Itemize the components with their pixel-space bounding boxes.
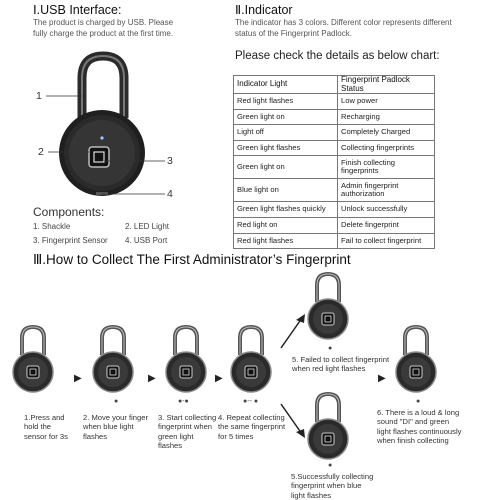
collect-section-title: Ⅲ.How to Collect The First Administrator’s Fingerprint — [33, 252, 351, 267]
component-item: 2. LED Light — [125, 222, 170, 231]
step-3-text: 3. Start collecting fingerprint when green light flashes — [158, 413, 217, 450]
padlock-step6-icon — [393, 325, 443, 397]
arrow-icon: ▶ — [378, 373, 386, 384]
components-title: Components: — [33, 205, 105, 219]
table-header-cell: Fingerprint Padlock Status — [338, 76, 435, 94]
usb-desc-line1: The product is charged by USB. Please — [33, 18, 174, 27]
usb-section-title: Ⅰ.USB Interface: — [33, 3, 122, 17]
padlock-step1-icon — [10, 325, 60, 397]
light-indicator-icon: ●-- ● — [243, 398, 259, 405]
up-arrow-icon — [278, 312, 308, 352]
light-indicator-icon: ● — [328, 345, 333, 352]
table-cell: Light off — [234, 125, 338, 141]
step-1-text: 1.Press and hold the sensor for 3s — [24, 413, 68, 441]
table-row — [234, 202, 435, 218]
padlock-illustration — [30, 48, 180, 208]
table-cell: Red light flashes — [234, 233, 338, 249]
table-cell: Green light on — [234, 156, 338, 179]
table-cell: Red light flashes — [234, 94, 338, 110]
table-row — [234, 125, 435, 141]
indicator-desc-line1: The indicator has 3 colors. Different color represents different — [235, 18, 452, 27]
light-indicator-icon: ● — [114, 398, 119, 405]
step-6-text: 6. There is a loud & long sound "DI" and green light flashes continuously when finish collecting — [377, 408, 462, 445]
indicator-section-title: Ⅱ.Indicator — [235, 3, 293, 17]
table-cell: Collecting fingerprints — [338, 140, 435, 156]
component-item: 1. Shackle — [33, 222, 71, 231]
table-row — [234, 140, 435, 156]
padlock-step3-icon — [163, 325, 213, 397]
step-5-fail-text: 5. Failed to collect fingerprint when red light flashes — [292, 355, 390, 374]
table-row — [234, 233, 435, 249]
table-cell: Green light flashes — [234, 140, 338, 156]
callout-1: 1 — [36, 90, 42, 102]
step-2-text: 2. Move your finger when blue light flashes — [83, 413, 148, 441]
table-cell: Low power — [338, 94, 435, 110]
arrow-icon: ▶ — [215, 373, 223, 384]
component-item: 3. Fingerprint Sensor — [33, 236, 108, 245]
fingerprint-sensor-icon — [89, 147, 109, 167]
arrow-icon: ▶ — [148, 373, 156, 384]
table-header-cell: Indicator Light — [234, 76, 338, 94]
usb-port-icon — [96, 192, 108, 195]
table-cell: Delete fingerprint — [338, 217, 435, 233]
callout-4: 4 — [167, 188, 173, 200]
padlock-step2-icon — [90, 325, 140, 397]
table-row — [234, 217, 435, 233]
light-indicator-icon: ●-● — [178, 398, 189, 405]
table-cell: Blue light on — [234, 179, 338, 202]
table-cell: Recharging — [338, 109, 435, 125]
padlock-step4-icon — [228, 325, 278, 397]
light-indicator-icon: ● — [328, 462, 333, 469]
padlock-success-icon — [305, 392, 355, 464]
component-item: 4. USB Port — [125, 236, 168, 245]
chart-heading: Please check the details as below chart: — [235, 50, 440, 62]
step-5-success-text: 5.Successfully collecting fingerprint when blue light flashes — [291, 472, 374, 500]
padlock-fail-icon — [305, 272, 355, 344]
table-cell: Completely Charged — [338, 125, 435, 141]
table-cell: Finish collecting fingerprints — [338, 156, 435, 179]
table-row — [234, 179, 435, 202]
table-row — [234, 109, 435, 125]
callout-3: 3 — [167, 155, 173, 167]
table-cell: Red light on — [234, 217, 338, 233]
table-cell: Admin fingerprint authorization — [338, 179, 435, 202]
table-cell: Green light flashes quickly — [234, 202, 338, 218]
table-cell: Green light on — [234, 109, 338, 125]
light-indicator-icon: ● — [416, 398, 421, 405]
callout-2: 2 — [38, 146, 44, 158]
table-cell: Unlock successfully — [338, 202, 435, 218]
step-4-text: 4. Repeat collecting the same fingerprint for 5 times — [218, 413, 286, 441]
table-row — [234, 156, 435, 179]
arrow-icon: ▶ — [74, 373, 82, 384]
indicator-table — [233, 75, 435, 249]
table-header-row — [234, 76, 435, 94]
table-row — [234, 94, 435, 110]
led-icon — [100, 136, 103, 139]
shackle-icon — [82, 56, 124, 118]
usb-desc-line2: fully charge the product at the first time. — [33, 29, 174, 38]
indicator-desc-line2: status of the Fingerprint Padlock. — [235, 29, 352, 38]
table-cell: Fail to collect fingerprint — [338, 233, 435, 249]
